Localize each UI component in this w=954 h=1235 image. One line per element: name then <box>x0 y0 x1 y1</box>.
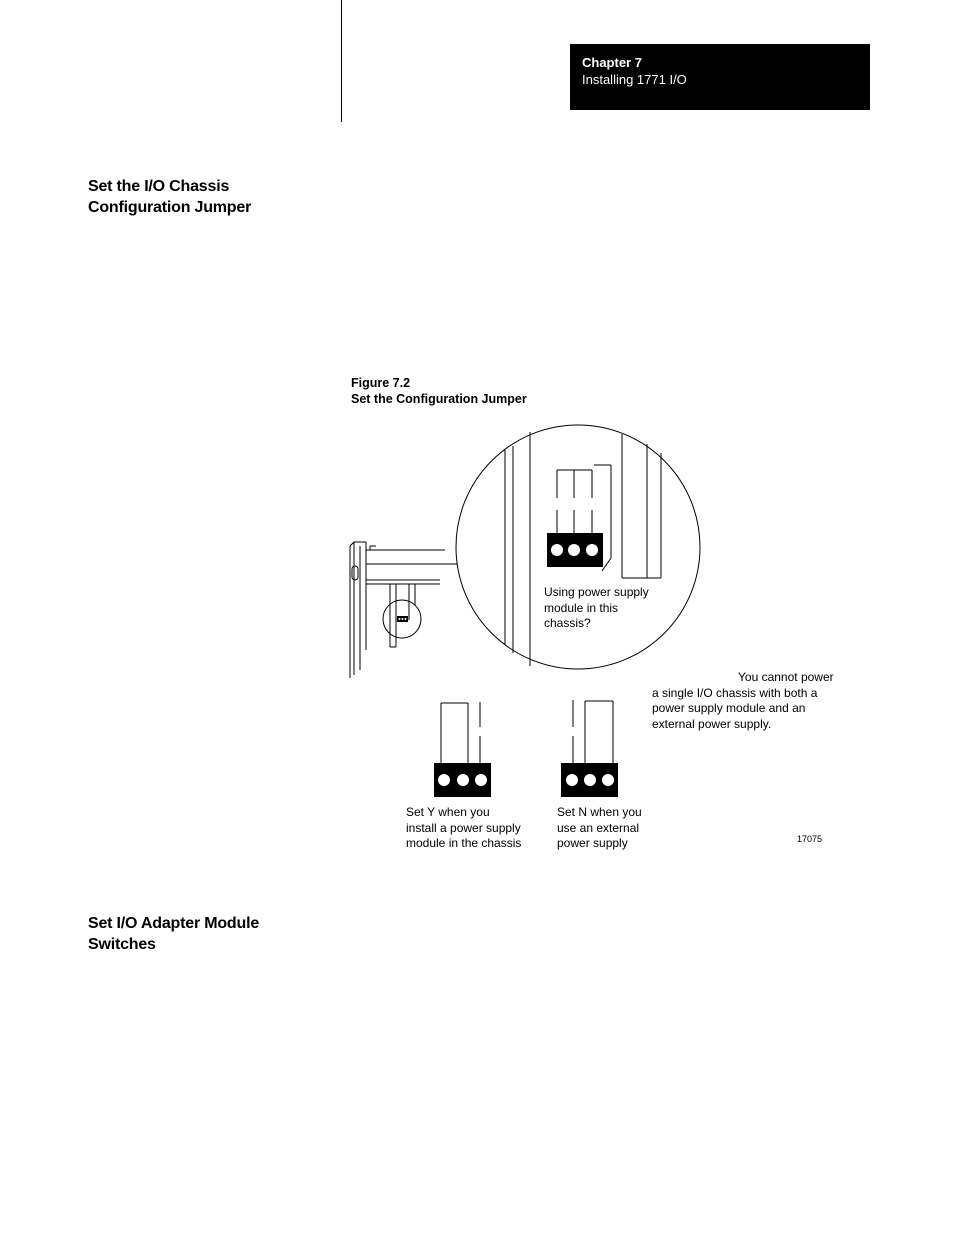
jumper-block-magnified <box>547 533 603 567</box>
section-heading-chassis-jumper: Set the I/O Chassis Configuration Jumper <box>88 178 252 216</box>
figure-title: Set the Configuration Jumper <box>351 392 527 406</box>
chapter-header <box>570 44 870 110</box>
note-label: You cannot power a single I/O chassis with both a power supply module and an external power supply. <box>652 670 834 731</box>
question-label: Using power supply module in this chassis? <box>544 585 649 630</box>
section-heading-adapter-switches: Set I/O Adapter Module Switches <box>88 915 260 953</box>
chapter-title: Installing 1771 I/O <box>582 72 687 87</box>
figure-caption <box>351 375 527 407</box>
jumper-diagram <box>340 420 720 810</box>
jumper-block-n <box>561 763 618 797</box>
figure-catalog-number: 17075 <box>797 834 823 844</box>
jumper-block-y <box>434 763 491 797</box>
chapter-number: Chapter 7 <box>582 55 642 70</box>
set-n-label: Set N when you use an external power supply <box>557 805 642 850</box>
set-y-label: Set Y when you install a power supply module in the chassis <box>406 805 522 850</box>
margin-rule <box>341 0 342 122</box>
figure-number: Figure 7.2 <box>351 376 411 390</box>
